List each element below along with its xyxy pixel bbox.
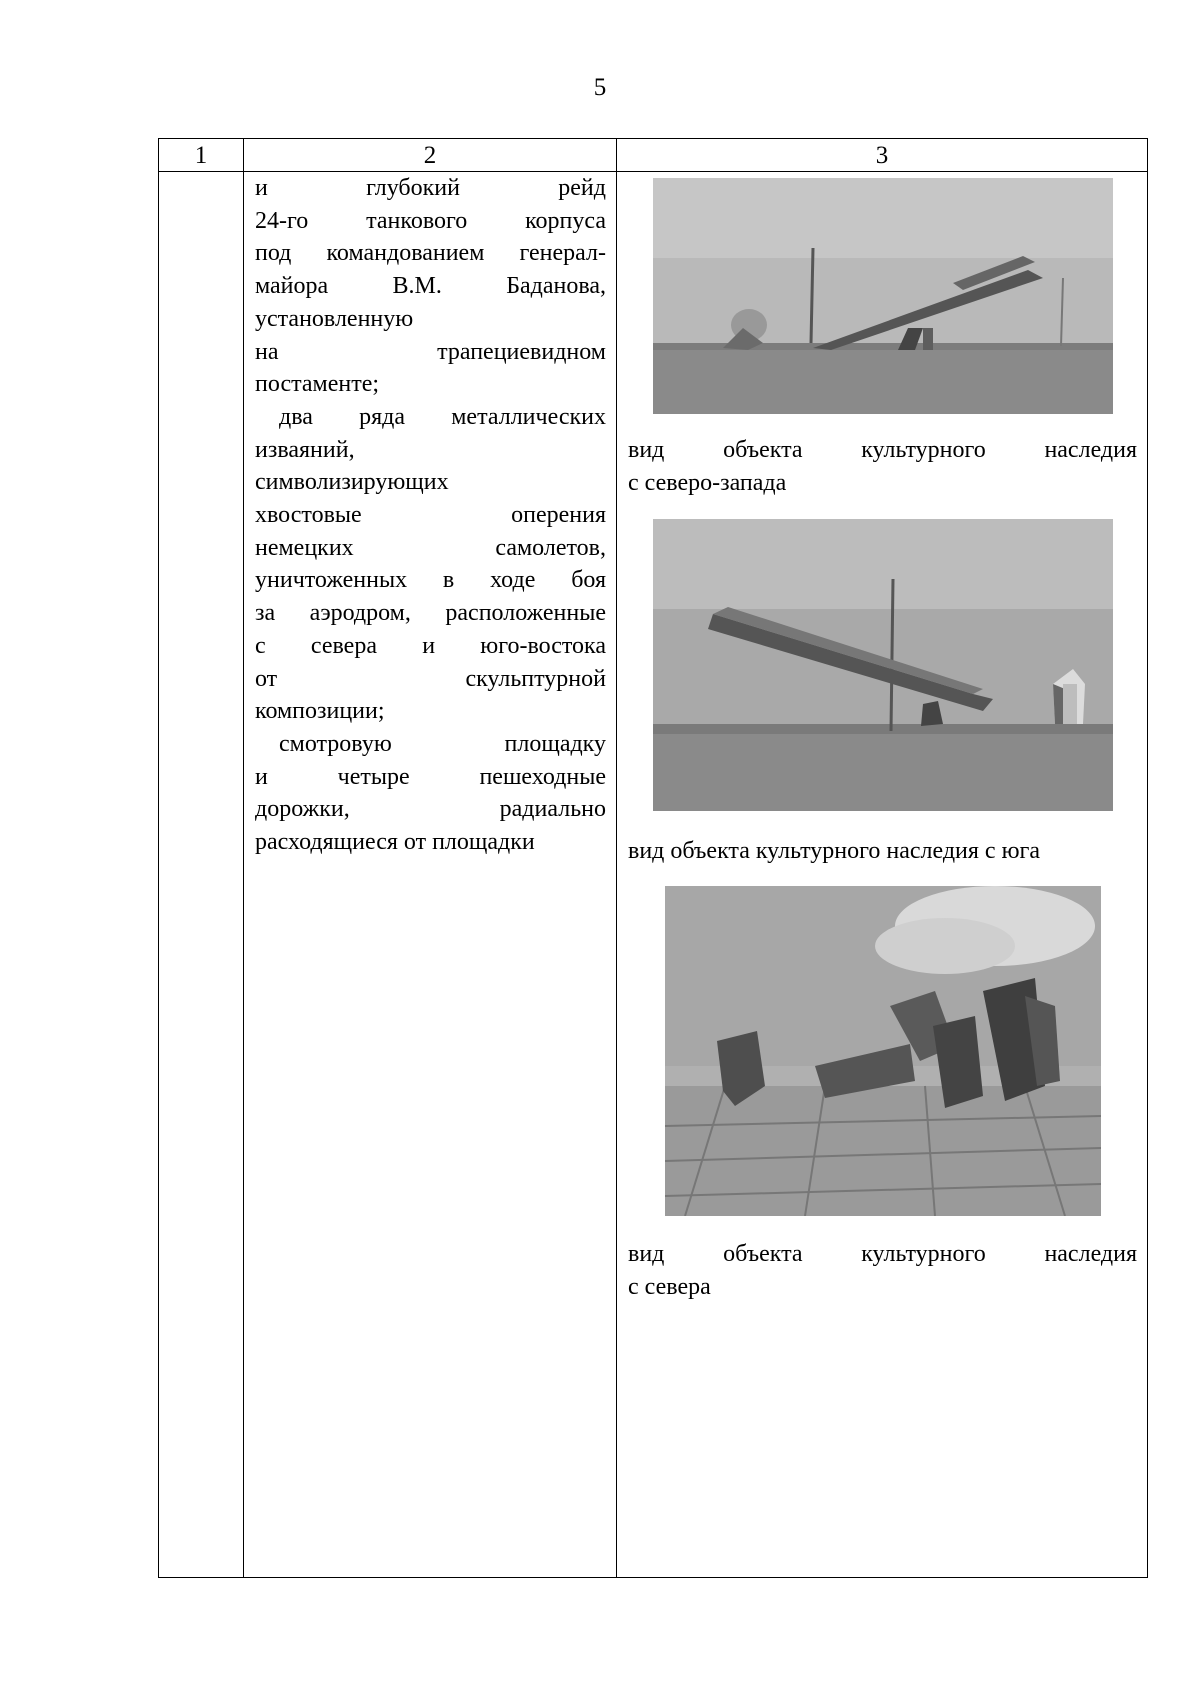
- cell-photos: [617, 172, 1148, 1578]
- header-col-3: 3: [617, 139, 1148, 172]
- caption-line: вид объекта культурного наследия с юга: [628, 838, 1041, 865]
- monument-photo-north: [665, 886, 1101, 1216]
- description-line: композиции;: [255, 698, 385, 725]
- table-body-row: [159, 172, 1148, 1578]
- caption-line: с северо-запада: [628, 469, 787, 496]
- description-line: хвостовые оперения: [255, 502, 606, 529]
- cell-number: [159, 172, 244, 1578]
- cell-description: [244, 172, 617, 1578]
- description-line: немецких самолетов,: [255, 534, 606, 561]
- description-line: дорожки, радиально: [255, 796, 606, 823]
- description-line: майора В.М. Баданова,: [255, 273, 606, 300]
- caption-line: с севера: [628, 1273, 711, 1300]
- photo-caption: [628, 1238, 1137, 1303]
- description-line: постаменте;: [255, 371, 380, 398]
- description-line: символизирующих: [255, 469, 449, 496]
- monument-photo-northwest: [653, 178, 1113, 414]
- description-line: и глубокий рейд: [255, 175, 606, 201]
- description-line: от скульптурной: [255, 665, 606, 692]
- description-line: на трапециевидном: [255, 338, 606, 365]
- header-col-2: 2: [244, 139, 617, 172]
- description-line: изваяний,: [255, 436, 355, 463]
- monument-photo-south: [653, 519, 1113, 811]
- description-line: под командованием генерал-: [255, 240, 606, 267]
- description-line: два ряда металлических: [279, 403, 606, 430]
- monument-table: [158, 138, 1148, 1578]
- photo-caption: [628, 434, 1137, 499]
- description-line: 24-го танкового корпуса: [255, 207, 606, 234]
- table-header-row: [159, 139, 1148, 172]
- description-line: смотровую площадку: [279, 730, 606, 757]
- description-line: установленную: [255, 305, 414, 332]
- page-number: 5: [593, 74, 607, 101]
- caption-line: вид объекта культурного наследия: [628, 437, 1137, 463]
- description-line: с севера и юго-востока: [255, 632, 606, 659]
- header-col-1: 1: [159, 139, 244, 172]
- caption-line: вид объекта культурного наследия: [628, 1241, 1137, 1268]
- photo-caption: [628, 835, 1137, 868]
- description-line: и четыре пешеходные: [255, 763, 606, 790]
- description-line: расходящиеся от площадки: [255, 829, 535, 856]
- description-line: за аэродром, расположенные: [255, 600, 606, 627]
- description-line: уничтоженных в ходе боя: [255, 567, 606, 594]
